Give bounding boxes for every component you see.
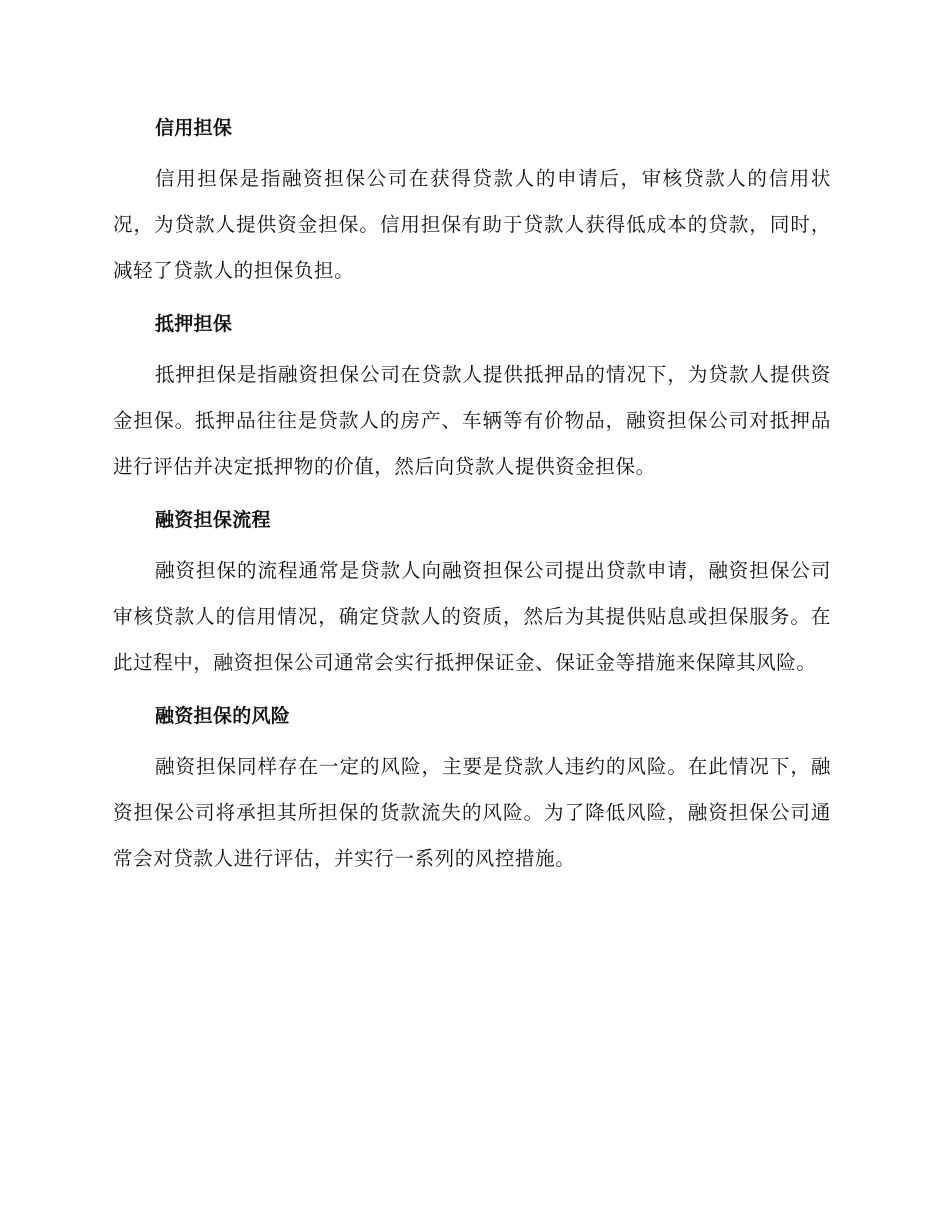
section-heading: 融资担保流程: [155, 509, 271, 531]
section-guarantee-risk: [113, 698, 831, 882]
section-heading: 信用担保: [155, 117, 233, 139]
section-heading: 融资担保的风险: [155, 705, 291, 727]
section-guarantee-process: [113, 502, 831, 686]
document-page: [113, 110, 831, 894]
section-paragraph: 抵押担保是指融资担保公司在贷款人提供抵押品的情况下，为贷款人提供资金担保。抵押品往往是贷款人的房产、车辆等有价物品，融资担保公司对抵押品进行评估并决定抵押物的价值，然后向贷款人提供资金担保。: [113, 363, 831, 478]
section-credit-guarantee: [113, 110, 831, 294]
section-mortgage-guarantee: [113, 306, 831, 490]
section-paragraph: 融资担保同样存在一定的风险，主要是贷款人违约的风险。在此情况下，融资担保公司将承担其所担保的货款流失的风险。为了降低风险，融资担保公司通常会对贷款人进行评估，并实行一系列的风控措施。: [113, 755, 831, 870]
section-heading: 抵押担保: [155, 313, 233, 335]
section-paragraph: 融资担保的流程通常是贷款人向融资担保公司提出贷款申请，融资担保公司审核贷款人的信用情况，确定贷款人的资质，然后为其提供贴息或担保服务。在此过程中，融资担保公司通常会实行抵押保证金、保证金等措施来保障其风险。: [113, 559, 831, 674]
section-paragraph: 信用担保是指融资担保公司在获得贷款人的申请后，审核贷款人的信用状况，为贷款人提供资金担保。信用担保有助于贷款人获得低成本的贷款，同时，减轻了贷款人的担保负担。: [113, 167, 831, 282]
